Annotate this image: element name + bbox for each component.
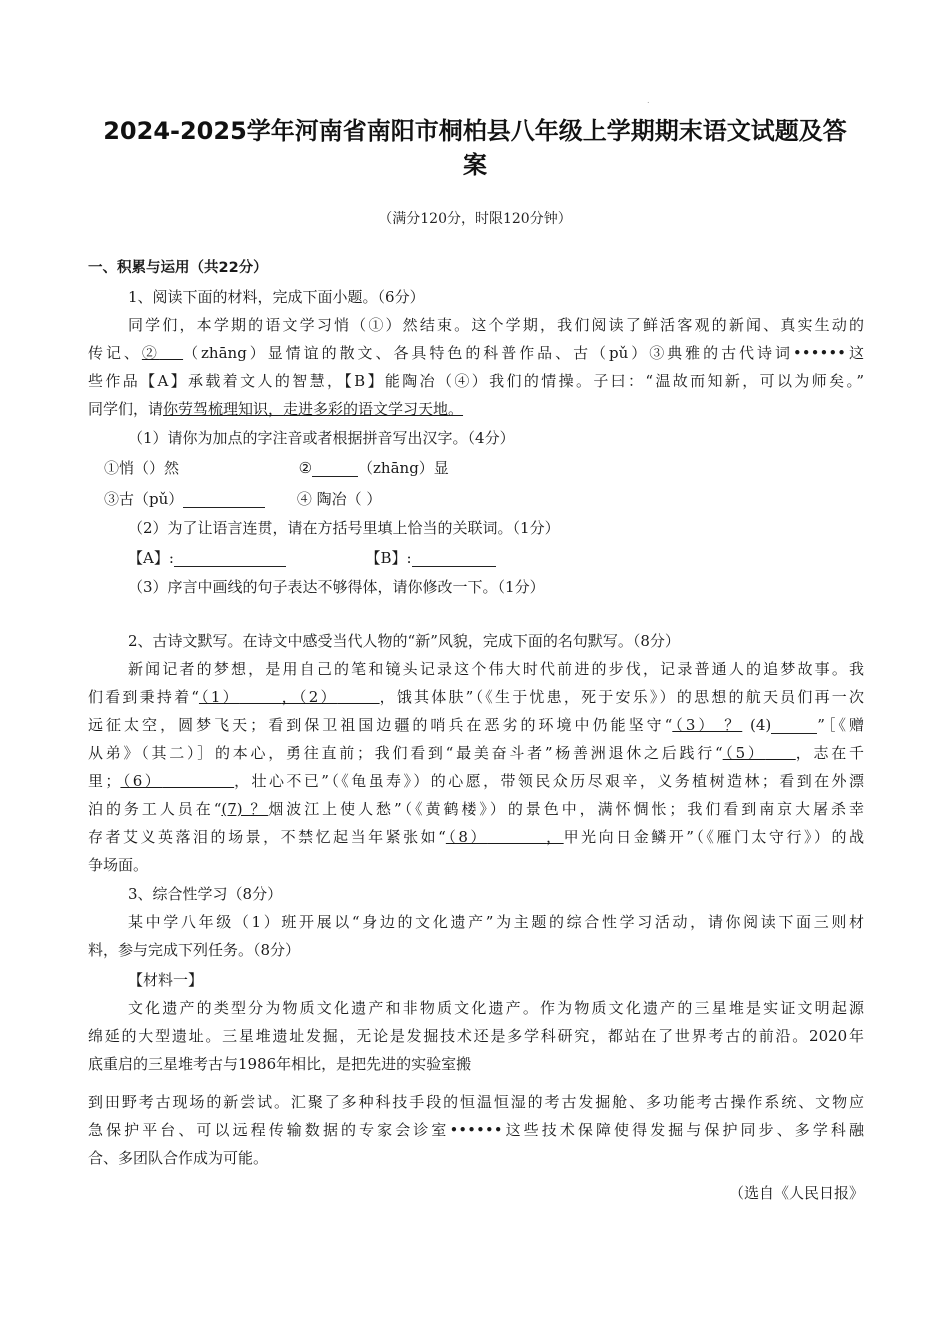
q1-sub-1: （1）请你为加点的字注音或者根据拼音写出汉字。（4分） [128, 429, 515, 447]
item-taoye[interactable]: ④ 陶冶（ ） [296, 490, 382, 508]
q3-line-2: 料，参与完成下列任务。（8分） [88, 941, 301, 959]
material-1-line-6: 合、多团队合作成为可能。 [88, 1149, 269, 1167]
material-1-line-4: 到田野考古现场的新尝试。汇聚了多种科技手段的恒温恒湿的考古发掘舱、多功能考古操作系统、文物应 [88, 1093, 864, 1111]
q2-heading: 2、古诗文默写。在诗文中感受当代人物的“新”风貌，完成下面的名句默写。（8分） [128, 632, 680, 650]
title-line-2: 案 [463, 151, 487, 179]
blank-b[interactable] [412, 548, 496, 567]
q1-para-line-3: 些作品【A】承载着文人的智慧，【B】能陶冶（④）我们的情操。子曰：“温故而知新，可以为师矣。” [88, 372, 864, 390]
item-qiao[interactable]: ①悄（）然 [104, 459, 180, 477]
q1-para-line-4: 同学们，请你劳驾梳理知识，走进多彩的语文学习天地。 [88, 400, 464, 418]
poem-blank-2[interactable]: （2） [299, 688, 338, 706]
q2-line-4: 从弟》（其二）］的本心，勇往直前；我们看到“最美奋斗者”杨善洲退休之后践行“（5） ，志在千 [88, 744, 864, 762]
poem-blank-5[interactable]: （5） [722, 744, 766, 762]
q1-sub-2-blanks: 【A】: 【B】: [128, 544, 904, 572]
underlined-sentence: 你劳驾梳理知识，走进多彩的语文学习天地。 [163, 400, 464, 418]
poem-blank-4[interactable] [771, 715, 817, 734]
poem-blank-6[interactable]: （6） [120, 772, 163, 790]
q1-sub-1-items-row-1: ①悄（）然 ② （zhāng）显 [104, 459, 449, 477]
q2-line-8: 争场面。 [88, 856, 149, 874]
q2-line-5: 里；（6） ，壮心不已”（《龟虽寿》）的心愿，带领民众历尽艰辛，义务植树造林；看到在外漂 [88, 772, 864, 790]
blank-pu[interactable] [183, 489, 265, 508]
q2-line-6: 泊的务工人员在“(7) ？烟波江上使人愁”（《黄鹤楼》）的景色中，满怀惆怅；我们看到南京大屠杀幸 [88, 800, 864, 818]
blank-zhang[interactable] [312, 458, 358, 477]
q1-sub-1-items-row-2: ③古（pǔ） ④ 陶冶（ ） [104, 490, 382, 508]
material-1-label: 【材料一】 [128, 971, 204, 989]
exam-info: （满分120分，时限120分钟） [378, 211, 572, 227]
q2-line-2: 们看到秉持着“（1） ，（2） ，饿其体肤”（《生于忧患，死于安乐》）的思想的航天员们再一次 [88, 688, 865, 706]
scan-dot: . [647, 96, 650, 105]
material-1-line-2: 绵延的大型遗址。三星堆遗址发掘，无论是发掘技术还是多学科研究，都站在了世界考古的前沿。2020年 [88, 1027, 864, 1045]
poem-blank-3[interactable]: （3） ？ [672, 716, 743, 734]
poem-blank-7[interactable]: (7) ？ [221, 800, 269, 818]
material-1-line-3: 底重启的三星堆考古与1986年相比，是把先进的实验室搬 [88, 1055, 472, 1073]
q2-line-1: 新闻记者的梦想，是用自己的笔和镜头记录这个伟大时代前进的步伐，记录普通人的追梦故事。我 [128, 660, 864, 678]
q2-line-7: 存者艾义英落泪的场景，不禁忆起当年紧张如“（8） ，甲光向日金鳞开”（《雁门太守行》）的战 [88, 828, 864, 846]
q3-line-1: 某中学八年级（1）班开展以“身边的文化遗产”为主题的综合性学习活动，请你阅读下面三则材 [128, 913, 864, 931]
blank-a[interactable] [174, 548, 286, 567]
material-1-source: （选自《人民日报》 [728, 1184, 864, 1202]
q1-heading: 1、阅读下面的材料，完成下面小题。（6分） [128, 288, 425, 306]
section-1-heading: 一、积累与运用（共22分） [88, 260, 268, 276]
q1-blank-2[interactable]: ② [141, 344, 160, 362]
q1-sub-2: （2）为了让语言连贯，请在方括号里填上恰当的关联词。（1分） [128, 519, 560, 537]
poem-blank-1[interactable]: （1） [198, 688, 240, 706]
q2-line-3: 远征太空，圆梦飞天；看到保卫祖国边疆的哨兵在恶劣的环境中仍能坚守“（3） ？ (4) ”［《赠 [88, 716, 865, 734]
material-1-line-5: 急保护平台、可以远程传输数据的专家会诊室••••••这些技术保障使得发掘与保护同步、多学科融 [88, 1121, 864, 1139]
document-title [70, 114, 880, 182]
q1-sub-3: （3）序言中画线的句子表达不够得体，请你修改一下。（1分） [128, 578, 545, 596]
poem-blank-8[interactable]: （8） ， [445, 828, 564, 846]
q1-para-line-2: 传记、② （zhāng）显情谊的散文、各具特色的科普作品、古（pǔ）③典雅的古代诗词••••••这 [88, 344, 864, 362]
title-line-1: 2024-2025学年河南省南阳市桐柏县八年级上学期期末语文试题及答 [103, 117, 847, 145]
q3-heading: 3、综合性学习（8分） [128, 885, 283, 903]
q1-para-line-1: 同学们，本学期的语文学习悄（①）然结束。这个学期，我们阅读了鲜活客观的新闻、真实生动的 [128, 316, 864, 334]
material-1-line-1: 文化遗产的类型分为物质文化遗产和非物质文化遗产。作为物质文化遗产的三星堆是实证文明起源 [128, 999, 864, 1017]
